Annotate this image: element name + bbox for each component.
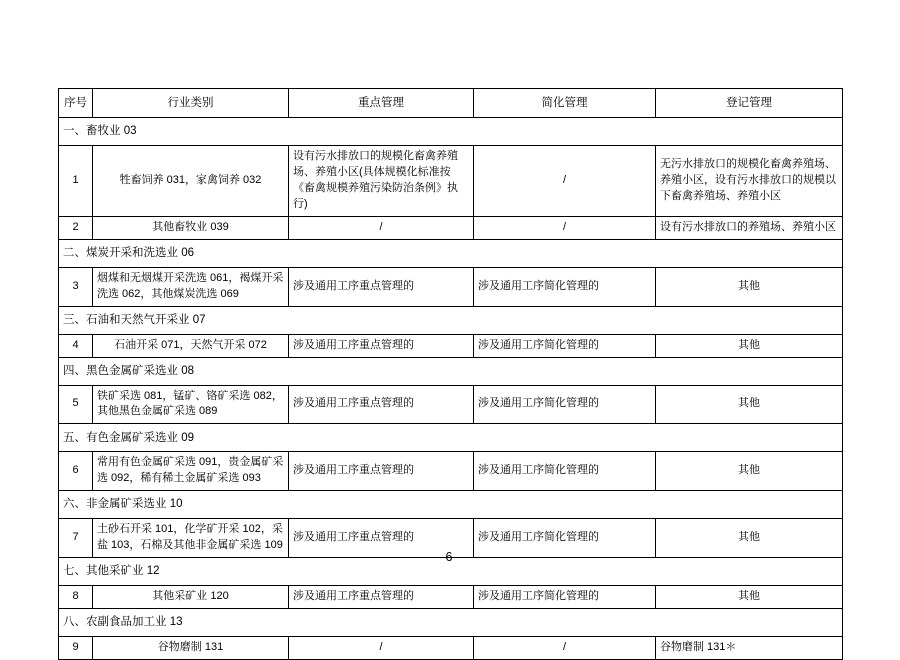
table-header bbox=[59, 89, 843, 118]
row-serial-number: 2 bbox=[59, 216, 93, 239]
row-serial-number: 3 bbox=[59, 267, 93, 306]
section-label: 四、黑色金属矿采选业 08 bbox=[59, 357, 843, 385]
row-key-management: / bbox=[289, 637, 474, 660]
section-label: 五、有色金属矿采选业 09 bbox=[59, 424, 843, 452]
section-label: 三、石油和天然气开采业 07 bbox=[59, 306, 843, 334]
row-registration-management: 无污水排放口的规模化畜禽养殖场、养殖小区，设有污水排放口的规模以下畜禽养殖场、养殖小区 bbox=[656, 146, 843, 217]
row-industry-category: 其他畜牧业 039 bbox=[93, 216, 289, 239]
row-registration-management: 其他 bbox=[656, 519, 843, 558]
row-key-management: 涉及通用工序重点管理的 bbox=[289, 334, 474, 357]
table-row bbox=[59, 267, 843, 306]
header-simplified-management: 简化管理 bbox=[474, 89, 656, 118]
row-registration-management: 谷物磨制 131＊ bbox=[656, 637, 843, 660]
row-simplified-management: 涉及通用工序简化管理的 bbox=[474, 586, 656, 609]
table-section-row bbox=[59, 357, 843, 385]
row-key-management: 涉及通用工序重点管理的 bbox=[289, 385, 474, 424]
table-row bbox=[59, 334, 843, 357]
table-section-row bbox=[59, 239, 843, 267]
header-key-management: 重点管理 bbox=[289, 89, 474, 118]
row-industry-category: 土砂石开采 101，化学矿开采 102，采盐 103，石棉及其他非金属矿采选 109 bbox=[93, 519, 289, 558]
row-key-management: / bbox=[289, 216, 474, 239]
row-industry-category: 谷物磨制 131 bbox=[93, 637, 289, 660]
section-label: 七、其他采矿业 12 bbox=[59, 558, 843, 586]
section-label: 二、煤炭开采和洗选业 06 bbox=[59, 239, 843, 267]
page-number-footer: — 6 — bbox=[425, 550, 475, 564]
table-row bbox=[59, 586, 843, 609]
row-registration-management: 设有污水排放口的养殖场、养殖小区 bbox=[656, 216, 843, 239]
row-serial-number: 1 bbox=[59, 146, 93, 217]
row-serial-number: 7 bbox=[59, 519, 93, 558]
row-serial-number: 5 bbox=[59, 385, 93, 424]
row-serial-number: 6 bbox=[59, 452, 93, 491]
row-industry-category: 石油开采 071，天然气开采 072 bbox=[93, 334, 289, 357]
table-row bbox=[59, 146, 843, 217]
industry-category-table bbox=[58, 88, 843, 660]
table-header-row bbox=[59, 89, 843, 118]
row-registration-management: 其他 bbox=[656, 452, 843, 491]
table-section-row bbox=[59, 118, 843, 146]
row-industry-category: 其他采矿业 120 bbox=[93, 586, 289, 609]
table-row bbox=[59, 637, 843, 660]
header-serial-number: 序号 bbox=[59, 89, 93, 118]
table-row bbox=[59, 452, 843, 491]
table-section-row bbox=[59, 609, 843, 637]
row-key-management: 设有污水排放口的规模化畜禽养殖场、养殖小区(具体规模化标准按《畜禽规模养殖污染防治条例》执行) bbox=[289, 146, 474, 217]
table-section-row bbox=[59, 306, 843, 334]
table-section-row bbox=[59, 491, 843, 519]
row-simplified-management: / bbox=[474, 637, 656, 660]
row-key-management: 涉及通用工序重点管理的 bbox=[289, 267, 474, 306]
header-registration-management: 登记管理 bbox=[656, 89, 843, 118]
header-industry-category: 行业类别 bbox=[93, 89, 289, 118]
row-registration-management: 其他 bbox=[656, 334, 843, 357]
row-simplified-management: / bbox=[474, 146, 656, 217]
row-industry-category: 常用有色金属矿采选 091，贵金属矿采选 092，稀有稀土金属矿采选 093 bbox=[93, 452, 289, 491]
table-row bbox=[59, 385, 843, 424]
section-label: 六、非金属矿采选业 10 bbox=[59, 491, 843, 519]
row-serial-number: 8 bbox=[59, 586, 93, 609]
row-simplified-management: 涉及通用工序简化管理的 bbox=[474, 385, 656, 424]
row-simplified-management: / bbox=[474, 216, 656, 239]
table-section-row bbox=[59, 424, 843, 452]
row-simplified-management: 涉及通用工序简化管理的 bbox=[474, 452, 656, 491]
row-industry-category: 烟煤和无烟煤开采洗选 061，褐煤开采洗选 062，其他煤炭洗选 069 bbox=[93, 267, 289, 306]
table-body bbox=[59, 118, 843, 660]
row-key-management: 涉及通用工序重点管理的 bbox=[289, 586, 474, 609]
row-serial-number: 4 bbox=[59, 334, 93, 357]
row-key-management: 涉及通用工序重点管理的 bbox=[289, 519, 474, 558]
row-serial-number: 9 bbox=[59, 637, 93, 660]
row-key-management: 涉及通用工序重点管理的 bbox=[289, 452, 474, 491]
row-simplified-management: 涉及通用工序简化管理的 bbox=[474, 519, 656, 558]
row-simplified-management: 涉及通用工序简化管理的 bbox=[474, 267, 656, 306]
row-simplified-management: 涉及通用工序简化管理的 bbox=[474, 334, 656, 357]
row-registration-management: 其他 bbox=[656, 267, 843, 306]
row-industry-category: 牲畜饲养 031，家禽饲养 032 bbox=[93, 146, 289, 217]
section-label: 一、畜牧业 03 bbox=[59, 118, 843, 146]
table-row bbox=[59, 216, 843, 239]
section-label: 八、农副食品加工业 13 bbox=[59, 609, 843, 637]
row-registration-management: 其他 bbox=[656, 586, 843, 609]
row-industry-category: 铁矿采选 081，锰矿、铬矿采选 082，其他黑色金属矿采选 089 bbox=[93, 385, 289, 424]
row-registration-management: 其他 bbox=[656, 385, 843, 424]
